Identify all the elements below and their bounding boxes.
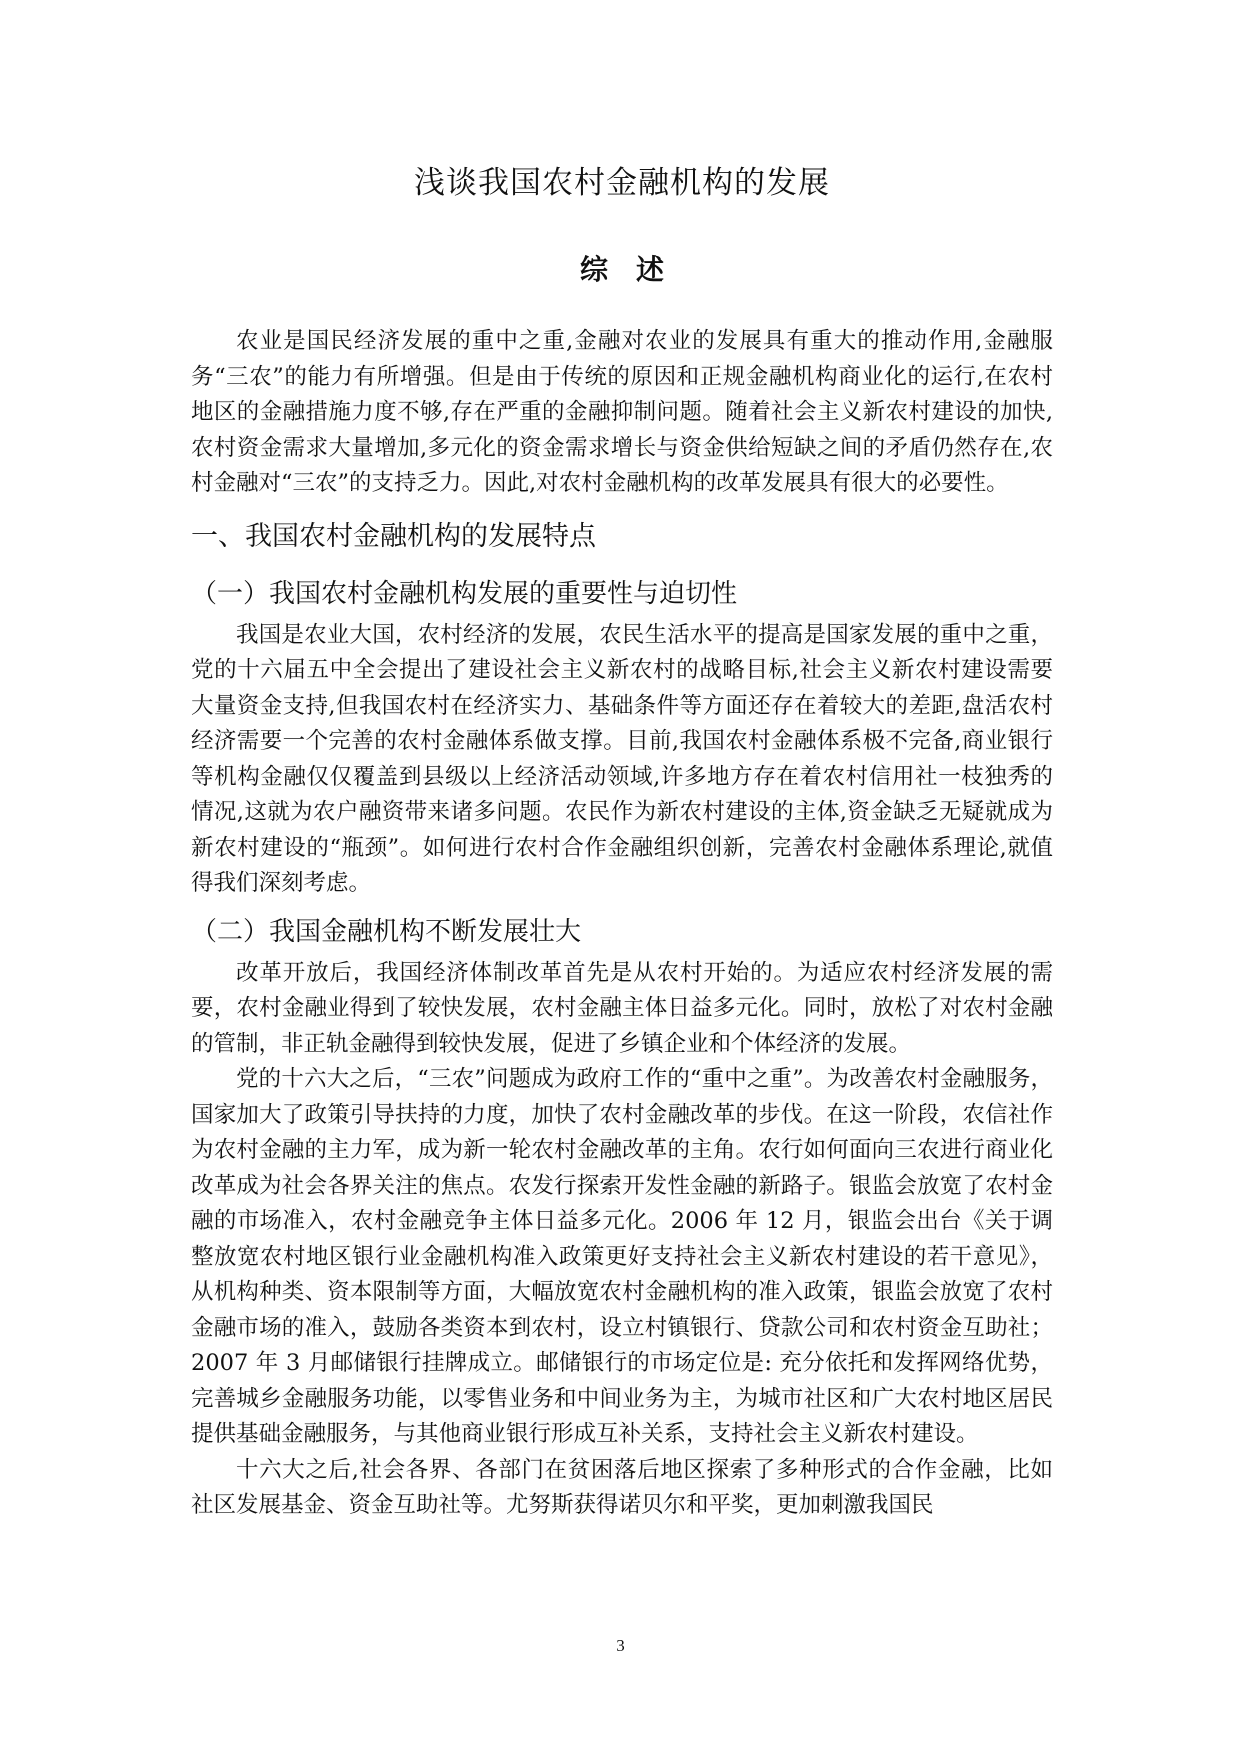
- subsection-heading-1: （一）我国农村金融机构发展的重要性与迫切性: [191, 578, 738, 609]
- document-title: 浅谈我国农村金融机构的发展: [414, 165, 830, 201]
- body-paragraph: 十六大之后,社会各界、各部门在贫困落后地区探索了多种形式的合作金融，比如社区发展基金、资金互助社等。尤努斯获得诺贝尔和平奖，更加刺激我国民: [191, 1456, 1053, 1518]
- subsection-heading-2: （二）我国金融机构不断发展壮大: [191, 916, 582, 947]
- body-paragraph: 我国是农业大国，农村经济的发展，农民生活水平的提高是国家发展的重中之重，党的十六届五中全会提出了建设社会主义新农村的战略目标,社会主义新农村建设需要大量资金支持,但我国农村在经济实力、基础条件等方面还存在着较大的差距,盘活农村经济需要一个完善的农村金融体系做支撑。目前,我国农村金融体系极不完备,商业银行等机构金融仅仅覆盖到县级以上经济活动领域,许多地方存在着农村信用社一枝独秀的情况,这就为农户融资带来诸多问题。农民作为新农村建设的主体,资金缺乏无疑就成为新农村建设的“瓶颈”。如何进行农村合作金融组织创新，完善农村金融体系理论,就值得我们深刻考虑。: [191, 621, 1053, 896]
- body-paragraph: 党的十六大之后，“三农”问题成为政府工作的“重中之重”。为改善农村金融服务，国家加大了政策引导扶持的力度，加快了农村金融改革的步伐。在这一阶段，农信社作为农村金融的主力军，成为新一轮农村金融改革的主角。农行如何面向三农进行商业化改革成为社会各界关注的焦点。农发行探索开发性金融的新路子。银监会放宽了农村金融的市场准入，农村金融竞争主体日益多元化。2006 年 12 月，银监会出台《关于调整放宽农村地区银行业金融机构准入政策更好支持社会主义新农村建设的若干意见》，从机构种类、资本限制等方面，大幅放宽农村金融机构的准入政策，银监会放宽了农村金融市场的准入，鼓励各类资本到农村，设立村镇银行、贷款公司和农村资金互助社；2007 年 3 月邮储银行挂牌成立。邮储银行的市场定位是: 充分依托和发挥网络优势，完善城乡金融服务功能，以零售业务和中间业务为主，为城市社区和广大农村地区居民提供基础金融服务，与其他商业银行形成互补关系，支持社会主义新农村建设。: [191, 1066, 1053, 1447]
- intro-paragraph: 农业是国民经济发展的重中之重,金融对农业的发展具有重大的推动作用,金融服务“三农”的能力有所增强。但是由于传统的原因和正规金融机构商业化的运行,在农村地区的金融措施力度不够,存在严重的金融抑制问题。随着社会主义新农村建设的加快,农村资金需求大量增加,多元化的资金需求增长与资金供给短缺之间的矛盾仍然存在,农村金融对“三农”的支持乏力。因此,对农村金融机构的改革发展具有很大的必要性。: [191, 328, 1053, 496]
- page-number: 3: [616, 1636, 625, 1655]
- chapter-heading: 一、我国农村金融机构的发展特点: [191, 520, 596, 552]
- body-paragraph: 改革开放后，我国经济体制改革首先是从农村开始的。为适应农村经济发展的需要，农村金融业得到了较快发展，农村金融主体日益多元化。同时，放松了对农村金融的管制，非正轨金融得到较快发展，促进了乡镇企业和个体经济的发展。: [191, 959, 1053, 1057]
- section-title: 综 述: [579, 253, 664, 286]
- page-content: [191, 160, 1053, 1524]
